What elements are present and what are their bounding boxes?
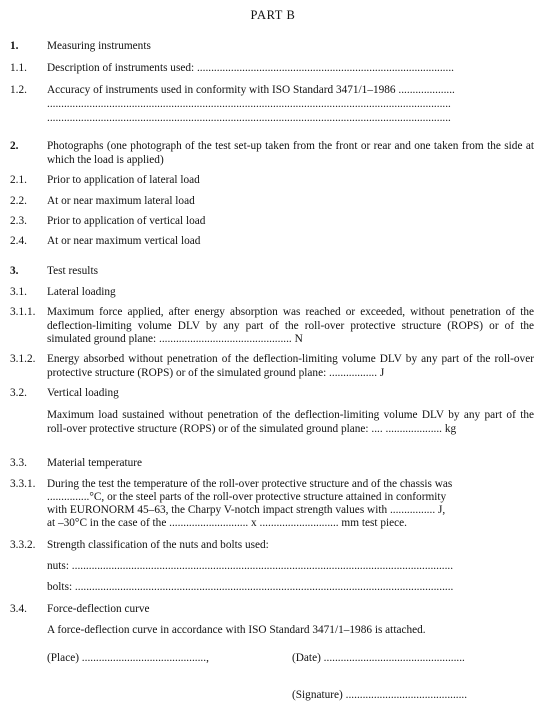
bolts-field: bolts: ...................................................................................................................................... (47, 581, 454, 593)
item-text: A force-deflection curve in accordance with ISO Standard 3471/1–1986 is attached. (47, 624, 426, 636)
item-number: 3.3.2. (10, 539, 36, 551)
section-label: Measuring instruments (47, 40, 151, 52)
item-number: 2.3. (10, 215, 27, 227)
item-text: Description of instruments used: ........................................................................................... (47, 62, 454, 74)
item-number: 2.2. (10, 195, 27, 207)
section-number: 3. (10, 265, 19, 277)
item-text-line: with EURONORM 45–63, the Charpy V-notch impact strength values with ................ J, (47, 504, 446, 516)
section-number: 1. (10, 40, 19, 52)
item-number: 3.4. (10, 603, 27, 615)
item-label: Vertical loading (47, 387, 119, 399)
section-number: 2. (10, 140, 19, 152)
item-number: 2.4. (10, 235, 27, 247)
item-text: Maximum force applied, after energy absorption was reached or exceeded, without penetration of the deflection-limiting volume DLV by any part of the roll-over protective structure (ROPS) or of the simulated ground plane: ............................................... N (47, 306, 534, 345)
nuts-field: nuts: ....................................................................................................................................... (47, 560, 454, 572)
item-number: 1.1. (10, 62, 27, 74)
item-text-line: at –30°C in the case of the ............................ x ............................ mm test piece. (47, 517, 407, 529)
fill-line: ............................................................................................................................................... (47, 112, 451, 124)
item-label: Material temperature (47, 457, 143, 469)
item-number: 3.1.2. (10, 353, 36, 365)
item-label: Lateral loading (47, 286, 116, 298)
item-text: Accuracy of instruments used in conformity with ISO Standard 3471/1–1986 .................... (47, 84, 455, 96)
page-title: PART B (250, 8, 296, 22)
signature-field: (Signature) ........................................... (292, 689, 468, 701)
item-text: At or near maximum vertical load (47, 235, 201, 247)
item-number: 3.3. (10, 457, 27, 469)
item-text: Maximum load sustained without penetration of the deflection-limiting volume DLV by any part of the roll-over protective structure (ROPS) or of the simulated ground plane: .... .................... kg (47, 409, 534, 435)
item-text-line: During the test the temperature of the roll-over protective structure and of the chassis was (47, 478, 453, 490)
item-label: Force-deflection curve (47, 603, 150, 615)
item-number: 3.1.1. (10, 306, 36, 318)
section-text: Photographs (one photograph of the test set-up taken from the front or rear and one taken from the side at which the load is applied) (47, 140, 534, 166)
item-label: Strength classification of the nuts and bolts used: (47, 539, 269, 551)
item-text: Energy absorbed without penetration of the deflection-limiting volume DLV by any part of the roll-over protective structure (ROPS) or of the simulated ground plane: ................. J (47, 353, 534, 379)
item-number: 1.2. (10, 84, 27, 96)
item-text-line: ...............°C, or the steel parts of the roll-over protective structure attained in conformity (47, 491, 447, 503)
item-number: 3.1. (10, 286, 27, 298)
item-text: Prior to application of lateral load (47, 174, 200, 186)
item-number: 3.3.1. (10, 478, 36, 490)
section-label: Test results (47, 265, 98, 277)
item-number: 2.1. (10, 174, 27, 186)
place-field: (Place) ............................................, (47, 652, 209, 664)
item-number: 3.2. (10, 387, 27, 399)
date-field: (Date) .................................................. (292, 652, 465, 664)
fill-line: ............................................................................................................................................... (47, 98, 451, 110)
item-text: Prior to application of vertical load (47, 215, 206, 227)
item-text: At or near maximum lateral load (47, 195, 195, 207)
